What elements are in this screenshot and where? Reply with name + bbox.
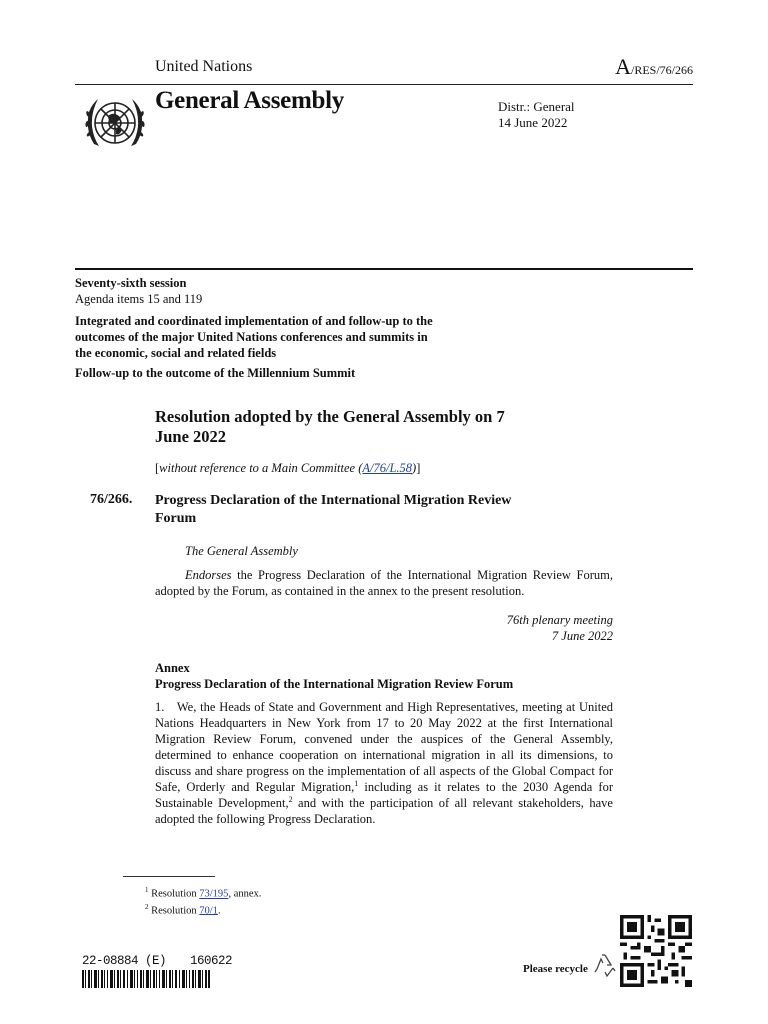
footnote-ref-2[interactable]: 2: [288, 794, 293, 804]
para-text-a: 1. We, the Heads of State and Government and High Representatives, meeting at United Nations Headquarters in New York from 17 to 20 May 2022 at the first International Migration Review Forum, convened under the auspices of the General Assembly, determined to enhance cooperation on international migration in all its dimensions, to discuss and share progress on the implementation of all aspects of the Global Compact for Safe, Orderly and Regular Migration,: [155, 700, 613, 794]
footnote-link[interactable]: 70/1: [199, 905, 218, 916]
paren-close: ): [412, 461, 417, 475]
operative-paragraph: [155, 567, 613, 599]
document-symbol: [615, 54, 693, 80]
body-name: General Assembly: [155, 87, 344, 114]
bracket-open: [: [155, 461, 160, 475]
symbol-letter: A: [615, 54, 631, 79]
draft-link[interactable]: A/76/L.58: [362, 461, 413, 475]
meeting-date: 7 June 2022: [551, 629, 613, 643]
un-emblem-icon: [80, 90, 150, 156]
distribution: Distr.: General: [498, 99, 575, 114]
plenary-meeting: 76th plenary meeting: [506, 613, 613, 627]
footnote-rule: [123, 876, 215, 877]
annex-title: Progress Declaration of the International Migration Review Forum: [155, 677, 514, 691]
footnote-number: 1: [145, 886, 149, 894]
agenda-item-2: Follow-up to the outcome of the Millennium Summit: [75, 366, 356, 380]
para-text-c: and with the participation of all relevant stakeholders, have adopted the following Progress Declaration.: [155, 796, 613, 826]
endorses-text: the Progress Declaration of the International Migration Review Forum, adopted by the Forum, as contained in the annex to the present resolution.: [155, 568, 613, 598]
footnote-ref-1[interactable]: 1: [354, 778, 359, 788]
footnote-link[interactable]: 73/195: [199, 888, 229, 900]
footnote-text: Resolution: [148, 888, 200, 900]
resolution-name: Progress Declaration of the International Migration Review Forum: [155, 493, 512, 526]
session-title: Seventy-sixth session: [75, 276, 187, 290]
footnote-text: .: [217, 905, 221, 916]
footnotes: [145, 884, 261, 917]
para-text-b: including as it relates to the 2030 Agenda for Sustainable Development,: [155, 780, 613, 810]
resolution-number: 76/266.: [90, 492, 133, 507]
footnote-number: 2: [145, 902, 149, 911]
barcode-icon: [82, 970, 210, 988]
agenda-item-titles: [75, 313, 435, 381]
footnote-text: Resolution: [148, 905, 200, 916]
annex-label: Annex: [155, 661, 190, 675]
document-number: 22-08884 (E) 160622: [82, 954, 233, 968]
footnote-2: [145, 901, 261, 918]
annex-paragraph-1: [155, 699, 613, 827]
footnote-1: [145, 884, 261, 901]
annex-heading: [155, 660, 615, 692]
meeting-info: [420, 612, 613, 644]
issue-date: 14 June 2022: [498, 115, 568, 130]
recycle-label: Please recycle: [523, 963, 588, 975]
qr-code-icon: [620, 915, 692, 987]
committee-note: [155, 461, 420, 476]
recycle-icon: [592, 952, 618, 978]
session-rule: [75, 268, 693, 270]
agenda-items: Agenda items 15 and 119: [75, 292, 203, 306]
footnote-text: , annex.: [228, 888, 262, 900]
session-block: [75, 275, 202, 307]
agenda-item-1: Integrated and coordinated implementation of and follow-up to the outcomes of the major United Nations conferences and summits in the economic, social and related fields: [75, 314, 433, 360]
org-name: United Nations: [155, 58, 253, 75]
bracket-close: ]: [416, 461, 421, 475]
header-rule: [75, 84, 693, 85]
symbol-rest: /RES/76/266: [630, 63, 693, 77]
committee-text: without reference to a Main Committee (: [159, 461, 363, 475]
distribution-block: [498, 99, 575, 131]
endorses-word: Endorses: [185, 568, 232, 582]
resolution-title: Resolution adopted by the General Assembly on 7 June 2022: [155, 407, 505, 446]
preamble-subject: The General Assembly: [185, 544, 298, 558]
